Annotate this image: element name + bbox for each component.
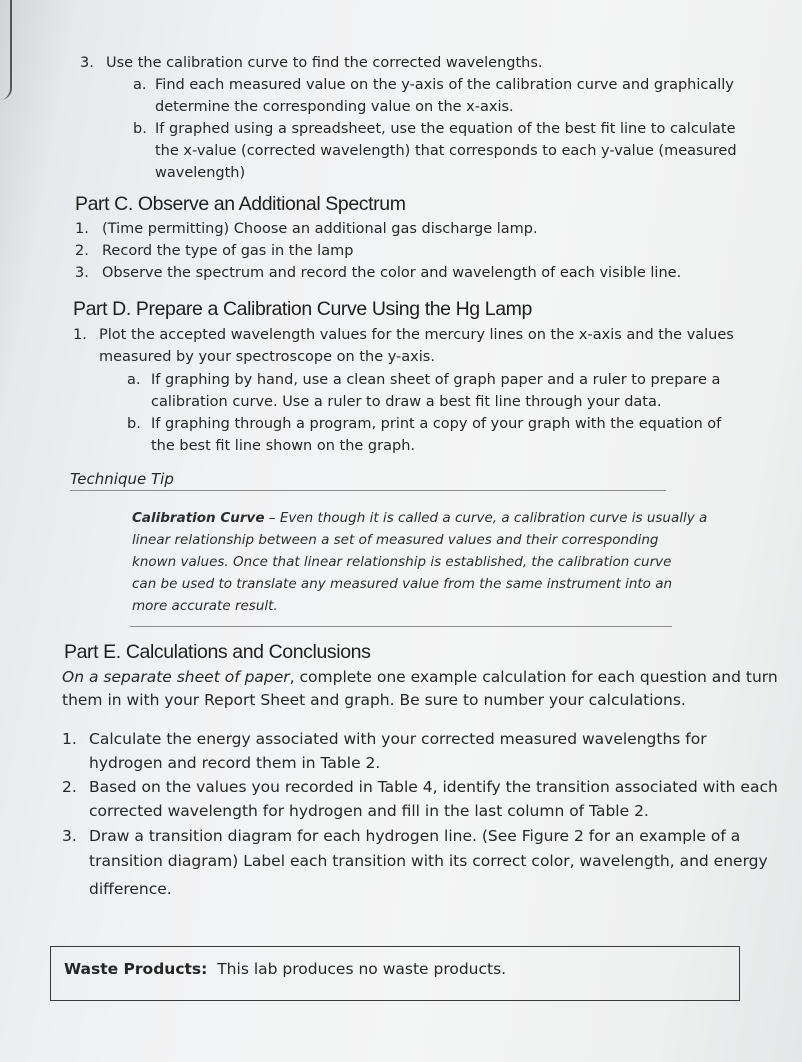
tip-line-2: linear relationship between a set of measured values and their corresponding [132, 532, 659, 548]
part-e-item-1-number: 1. [62, 730, 77, 748]
part-d-item-1-line-2: measured by your spectroscope on the y-axis. [99, 349, 435, 365]
tip-line-5: more accurate result. [132, 598, 278, 614]
tip-top-rule [70, 490, 666, 491]
part-d-item-1-number: 1. [73, 327, 87, 343]
tip-line-1 [132, 507, 707, 529]
part-e-item-3-number: 3. [62, 827, 77, 845]
part-d-a-line-2: calibration curve. Use a ruler to draw a best fit line through your data. [151, 394, 662, 410]
part-e-intro-line-1 [62, 666, 778, 688]
part-d-heading: Part D. Prepare a Calibration Curve Using the Hg Lamp [73, 298, 532, 320]
part-e-heading: Part E. Calculations and Conclusions [64, 641, 371, 663]
step3-text: Use the calibration curve to find the corrected wavelengths. [106, 55, 543, 71]
step3-b-label: b. [133, 121, 147, 137]
step3-b-line-1: If graphed using a spreadsheet, use the equation of the best fit line to calculate [155, 121, 736, 137]
part-e-item-2-line-2: corrected wavelength for hydrogen and fill in the last column of Table 2. [89, 802, 649, 820]
part-e-item-3-line-1: Draw a transition diagram for each hydrogen line. (See Figure 2 for an example of a [89, 827, 741, 845]
part-e-intro-rest: , complete one example calculation for each question and turn [289, 668, 778, 686]
part-c-heading: Part C. Observe an Additional Spectrum [75, 193, 406, 215]
part-d-b-line-2: the best fit line shown on the graph. [151, 438, 415, 454]
part-c-item-3-number: 3. [75, 265, 89, 281]
tip-line-4: can be used to translate any measured value from the same instrument into an [132, 576, 673, 592]
part-d-a-line-1: If graphing by hand, use a clean sheet of graph paper and a ruler to prepare a [151, 372, 721, 388]
part-c-item-2-text: Record the type of gas in the lamp [102, 243, 354, 259]
tip-bottom-rule [130, 626, 672, 627]
tip-line-3: known values. Once that linear relationship is established, the calibration curve [132, 554, 672, 570]
step3-b-line-2: the x-value (corrected wavelength) that corresponds to each y-value (measured [155, 143, 737, 159]
part-d-a-label: a. [127, 372, 141, 388]
part-c-item-3-text: Observe the spectrum and record the color and wavelength of each visible line. [102, 265, 682, 281]
part-e-intro-italic: On a separate sheet of paper [62, 668, 290, 686]
part-c-item-2-number: 2. [75, 243, 89, 259]
waste-products-label: Waste Products: [64, 960, 208, 978]
step3-number: 3. [80, 55, 94, 71]
part-e-item-2-number: 2. [62, 778, 77, 796]
part-d-b-line-1: If graphing through a program, print a copy of your graph with the equation of [151, 416, 722, 432]
part-e-item-3-line-3: difference. [89, 880, 172, 898]
part-e-item-2-line-1: Based on the values you recorded in Table 4, identify the transition associated with each [89, 778, 778, 796]
part-d-b-label: b. [127, 416, 141, 432]
step3-a-line-1: Find each measured value on the y-axis of the calibration curve and graphically [155, 77, 734, 93]
tip-term: Calibration Curve [132, 510, 265, 526]
tip-line-1-rest: – Even though it is called a curve, a calibration curve is usually a [264, 510, 708, 526]
part-c-item-1-number: 1. [75, 221, 89, 237]
waste-products-text: This lab produces no waste products. [217, 960, 507, 978]
part-c-item-1-text: (Time permitting) Choose an additional gas discharge lamp. [102, 221, 538, 237]
part-d-item-1-line-1: Plot the accepted wavelength values for the mercury lines on the x-axis and the values [99, 327, 734, 343]
page-edge-shadow [0, 0, 12, 100]
waste-products-line [64, 960, 506, 978]
part-e-item-1-line-1: Calculate the energy associated with your corrected measured wavelengths for [89, 730, 707, 748]
technique-tip-title: Technique Tip [70, 470, 174, 488]
part-e-item-1-line-2: hydrogen and record them in Table 2. [89, 754, 381, 772]
part-e-intro-line-2: them in with your Report Sheet and graph. Be sure to number your calculations. [62, 691, 686, 709]
step3-b-line-3: wavelength) [155, 165, 246, 181]
step3-a-line-2: determine the corresponding value on the x-axis. [155, 99, 514, 115]
part-e-item-3-line-2: transition diagram) Label each transition with its correct color, wavelength, and energy [89, 852, 768, 870]
step3-a-label: a. [133, 77, 147, 93]
